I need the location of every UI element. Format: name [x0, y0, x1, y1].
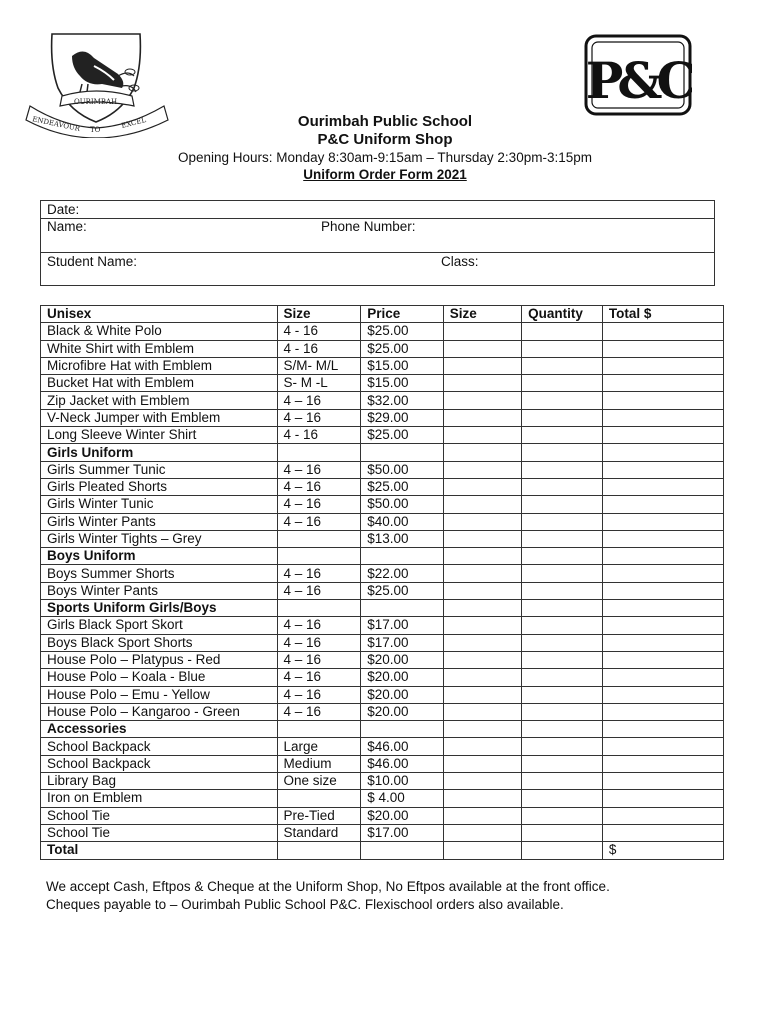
selected-size-cell[interactable]	[443, 548, 521, 565]
selected-size-cell[interactable]	[443, 444, 521, 461]
item-price: $17.00	[361, 634, 444, 651]
table-row	[41, 340, 724, 357]
line-total-cell[interactable]	[602, 738, 723, 755]
quantity-cell[interactable]	[522, 478, 603, 495]
quantity-cell[interactable]	[522, 461, 603, 478]
table-section-row	[41, 600, 724, 617]
selected-size-cell[interactable]	[443, 651, 521, 668]
item-size-range: 4 – 16	[277, 669, 361, 686]
selected-size-cell[interactable]	[443, 824, 521, 841]
table-row	[41, 323, 724, 340]
line-total-cell[interactable]	[602, 513, 723, 530]
line-total-cell[interactable]	[602, 357, 723, 374]
crest-banner-mid: TO	[90, 126, 101, 134]
header-unisex: Unisex	[41, 306, 278, 323]
item-price: $32.00	[361, 392, 444, 409]
class-label: Class:	[441, 254, 479, 269]
header-size-selected: Size	[443, 306, 521, 323]
quantity-cell[interactable]	[522, 323, 603, 340]
item-size-range: 4 – 16	[277, 565, 361, 582]
total-empty-cell	[443, 842, 521, 859]
item-name: School Backpack	[41, 738, 278, 755]
item-price: $20.00	[361, 807, 444, 824]
item-price: $50.00	[361, 496, 444, 513]
line-total-cell[interactable]	[602, 634, 723, 651]
grand-total-cell[interactable]: $	[602, 842, 723, 859]
table-row	[41, 617, 724, 634]
item-name: White Shirt with Emblem	[41, 340, 278, 357]
selected-size-cell[interactable]	[443, 340, 521, 357]
item-size-range	[277, 600, 361, 617]
quantity-cell[interactable]	[522, 340, 603, 357]
line-total-cell[interactable]	[602, 600, 723, 617]
item-size-range: Pre-Tied	[277, 807, 361, 824]
item-size-range: Standard	[277, 824, 361, 841]
item-price: $20.00	[361, 669, 444, 686]
header-price: Price	[361, 306, 444, 323]
total-row	[41, 842, 724, 859]
line-total-cell[interactable]	[602, 444, 723, 461]
item-price: $15.00	[361, 375, 444, 392]
line-total-cell[interactable]	[602, 409, 723, 426]
item-name: Girls Winter Tights – Grey	[41, 530, 278, 547]
item-size-range: 4 – 16	[277, 409, 361, 426]
quantity-cell[interactable]	[522, 755, 603, 772]
student-info-box	[40, 200, 715, 286]
quantity-cell[interactable]	[522, 617, 603, 634]
table-row	[41, 427, 724, 444]
item-price: $50.00	[361, 461, 444, 478]
item-size-range: 4 – 16	[277, 582, 361, 599]
item-name: Boys Winter Pants	[41, 582, 278, 599]
item-price: $20.00	[361, 651, 444, 668]
student-name-label: Student Name:	[47, 254, 138, 269]
table-section-row	[41, 721, 724, 738]
selected-size-cell[interactable]	[443, 634, 521, 651]
item-price: $13.00	[361, 530, 444, 547]
line-total-cell[interactable]	[602, 478, 723, 495]
quantity-cell[interactable]	[522, 582, 603, 599]
item-name: House Polo – Platypus - Red	[41, 651, 278, 668]
quantity-cell[interactable]	[522, 703, 603, 720]
item-price: $20.00	[361, 703, 444, 720]
table-section-row	[41, 444, 724, 461]
line-total-cell[interactable]	[602, 790, 723, 807]
line-total-cell[interactable]	[602, 496, 723, 513]
order-table-body	[41, 323, 724, 859]
table-row	[41, 634, 724, 651]
line-total-cell[interactable]	[602, 669, 723, 686]
selected-size-cell[interactable]	[443, 409, 521, 426]
table-row	[41, 357, 724, 374]
table-row	[41, 686, 724, 703]
selected-size-cell[interactable]	[443, 323, 521, 340]
line-total-cell[interactable]	[602, 773, 723, 790]
table-header-row	[41, 306, 724, 323]
item-size-range	[277, 790, 361, 807]
line-total-cell[interactable]	[602, 565, 723, 582]
table-row	[41, 773, 724, 790]
item-size-range: 4 – 16	[277, 496, 361, 513]
date-label: Date:	[47, 202, 80, 217]
selected-size-cell[interactable]	[443, 357, 521, 374]
item-name: Long Sleeve Winter Shirt	[41, 427, 278, 444]
quantity-cell[interactable]	[522, 409, 603, 426]
selected-size-cell[interactable]	[443, 755, 521, 772]
table-row	[41, 496, 724, 513]
item-price: $10.00	[361, 773, 444, 790]
item-size-range	[277, 530, 361, 547]
item-size-range: S/M- M/L	[277, 357, 361, 374]
quantity-cell[interactable]	[522, 634, 603, 651]
table-row	[41, 824, 724, 841]
item-size-range: 4 - 16	[277, 340, 361, 357]
table-row	[41, 807, 724, 824]
item-name: Iron on Emblem	[41, 790, 278, 807]
item-price: $17.00	[361, 617, 444, 634]
item-name: Girls Black Sport Skort	[41, 617, 278, 634]
line-total-cell[interactable]	[602, 375, 723, 392]
quantity-cell[interactable]	[522, 548, 603, 565]
table-row	[41, 738, 724, 755]
quantity-cell[interactable]	[522, 738, 603, 755]
item-price: $46.00	[361, 755, 444, 772]
item-name: Girls Winter Pants	[41, 513, 278, 530]
table-section-row	[41, 548, 724, 565]
line-total-cell[interactable]	[602, 807, 723, 824]
item-price	[361, 600, 444, 617]
item-price: $25.00	[361, 427, 444, 444]
crest-banner-right: EXCEL	[120, 116, 147, 130]
selected-size-cell[interactable]	[443, 686, 521, 703]
item-price: $25.00	[361, 478, 444, 495]
item-name: House Polo – Kangaroo - Green	[41, 703, 278, 720]
header-quantity: Quantity	[522, 306, 603, 323]
item-name: Bucket Hat with Emblem	[41, 375, 278, 392]
quantity-cell[interactable]	[522, 357, 603, 374]
selected-size-cell[interactable]	[443, 478, 521, 495]
item-name: Accessories	[41, 721, 278, 738]
table-row	[41, 565, 724, 582]
payment-footer	[46, 878, 736, 914]
item-price	[361, 444, 444, 461]
info-divider	[41, 252, 714, 253]
item-size-range: Large	[277, 738, 361, 755]
item-name: School Tie	[41, 807, 278, 824]
table-row	[41, 513, 724, 530]
item-price: $29.00	[361, 409, 444, 426]
item-name: Girls Uniform	[41, 444, 278, 461]
selected-size-cell[interactable]	[443, 427, 521, 444]
item-size-range: One size	[277, 773, 361, 790]
item-name: Black & White Polo	[41, 323, 278, 340]
item-size-range: 4 - 16	[277, 323, 361, 340]
phone-label: Phone Number:	[321, 219, 416, 234]
table-row	[41, 651, 724, 668]
table-row	[41, 703, 724, 720]
item-size-range	[277, 548, 361, 565]
quantity-cell[interactable]	[522, 600, 603, 617]
line-total-cell[interactable]	[602, 824, 723, 841]
line-total-cell[interactable]	[602, 721, 723, 738]
quantity-cell[interactable]	[522, 773, 603, 790]
item-size-range: S- M -L	[277, 375, 361, 392]
quantity-cell[interactable]	[522, 721, 603, 738]
school-name: Ourimbah Public School	[297, 113, 473, 130]
item-price: $40.00	[361, 513, 444, 530]
item-price	[361, 548, 444, 565]
quantity-cell[interactable]	[522, 392, 603, 409]
item-name: School Backpack	[41, 755, 278, 772]
line-total-cell[interactable]	[602, 651, 723, 668]
item-name: Girls Summer Tunic	[41, 461, 278, 478]
total-label: Total	[41, 842, 278, 859]
line-total-cell[interactable]	[602, 582, 723, 599]
quantity-cell[interactable]	[522, 651, 603, 668]
quantity-cell[interactable]	[522, 530, 603, 547]
item-size-range: 4 – 16	[277, 634, 361, 651]
table-row	[41, 755, 724, 772]
payment-note-line1: We accept Cash, Eftpos & Cheque at the Uniform Shop, No Eftpos available at the front office.	[46, 879, 610, 894]
selected-size-cell[interactable]	[443, 773, 521, 790]
item-name: Boys Summer Shorts	[41, 565, 278, 582]
line-total-cell[interactable]	[602, 530, 723, 547]
item-size-range: Medium	[277, 755, 361, 772]
item-price: $46.00	[361, 738, 444, 755]
selected-size-cell[interactable]	[443, 565, 521, 582]
selected-size-cell[interactable]	[443, 496, 521, 513]
selected-size-cell[interactable]	[443, 375, 521, 392]
total-empty-cell	[361, 842, 444, 859]
item-price: $17.00	[361, 824, 444, 841]
quantity-cell[interactable]	[522, 807, 603, 824]
item-name: Girls Pleated Shorts	[41, 478, 278, 495]
item-name: Microfibre Hat with Emblem	[41, 357, 278, 374]
line-total-cell[interactable]	[602, 755, 723, 772]
payment-note-line2: Cheques payable to – Ourimbah Public School P&C. Flexischool orders also available.	[46, 897, 564, 912]
table-row	[41, 582, 724, 599]
selected-size-cell[interactable]	[443, 461, 521, 478]
item-name: Boys Uniform	[41, 548, 278, 565]
table-row	[41, 461, 724, 478]
item-size-range: 4 – 16	[277, 392, 361, 409]
item-name: Girls Winter Tunic	[41, 496, 278, 513]
shop-name: P&C Uniform Shop	[317, 131, 453, 148]
item-price: $20.00	[361, 686, 444, 703]
item-size-range: 4 – 16	[277, 478, 361, 495]
header-total: Total $	[602, 306, 723, 323]
line-total-cell[interactable]	[602, 340, 723, 357]
order-table	[40, 305, 724, 860]
quantity-cell[interactable]	[522, 565, 603, 582]
item-name: School Tie	[41, 824, 278, 841]
form-header	[0, 112, 770, 183]
selected-size-cell[interactable]	[443, 738, 521, 755]
selected-size-cell[interactable]	[443, 721, 521, 738]
item-size-range	[277, 444, 361, 461]
item-price	[361, 721, 444, 738]
form-title: Uniform Order Form 2021	[303, 167, 467, 182]
line-total-cell[interactable]	[602, 548, 723, 565]
quantity-cell[interactable]	[522, 375, 603, 392]
quantity-cell[interactable]	[522, 669, 603, 686]
item-name: Library Bag	[41, 773, 278, 790]
item-price: $25.00	[361, 323, 444, 340]
line-total-cell[interactable]	[602, 392, 723, 409]
item-price: $25.00	[361, 582, 444, 599]
item-price: $22.00	[361, 565, 444, 582]
quantity-cell[interactable]	[522, 790, 603, 807]
selected-size-cell[interactable]	[443, 617, 521, 634]
header-size: Size	[277, 306, 361, 323]
table-row	[41, 478, 724, 495]
selected-size-cell[interactable]	[443, 790, 521, 807]
table-row	[41, 530, 724, 547]
total-empty-cell	[277, 842, 361, 859]
item-price: $ 4.00	[361, 790, 444, 807]
name-label: Name:	[47, 219, 87, 234]
table-row	[41, 409, 724, 426]
table-row	[41, 669, 724, 686]
item-size-range: 4 - 16	[277, 427, 361, 444]
item-price: $15.00	[361, 357, 444, 374]
item-name: Sports Uniform Girls/Boys	[41, 600, 278, 617]
pandc-logo-text: P&C	[585, 51, 691, 110]
item-name: House Polo – Koala - Blue	[41, 669, 278, 686]
table-row	[41, 375, 724, 392]
quantity-cell[interactable]	[522, 513, 603, 530]
selected-size-cell[interactable]	[443, 530, 521, 547]
item-size-range: 4 – 16	[277, 617, 361, 634]
quantity-cell[interactable]	[522, 824, 603, 841]
item-size-range: 4 – 16	[277, 513, 361, 530]
item-name: Boys Black Sport Shorts	[41, 634, 278, 651]
item-size-range: 4 – 16	[277, 651, 361, 668]
pandc-logo	[584, 34, 692, 116]
item-size-range: 4 – 16	[277, 703, 361, 720]
quantity-cell[interactable]	[522, 686, 603, 703]
selected-size-cell[interactable]	[443, 392, 521, 409]
table-row	[41, 790, 724, 807]
crest-banner-top: OURIMBAH	[74, 98, 118, 106]
quantity-cell[interactable]	[522, 496, 603, 513]
line-total-cell[interactable]	[602, 461, 723, 478]
selected-size-cell[interactable]	[443, 513, 521, 530]
crest-banner-left: ENDEAVOUR	[31, 115, 81, 134]
selected-size-cell[interactable]	[443, 582, 521, 599]
quantity-cell[interactable]	[522, 427, 603, 444]
opening-hours: Opening Hours: Monday 8:30am-9:15am – Thursday 2:30pm-3:15pm	[178, 150, 592, 165]
item-name: Zip Jacket with Emblem	[41, 392, 278, 409]
selected-size-cell[interactable]	[443, 807, 521, 824]
line-total-cell[interactable]	[602, 617, 723, 634]
line-total-cell[interactable]	[602, 703, 723, 720]
selected-size-cell[interactable]	[443, 600, 521, 617]
quantity-cell[interactable]	[522, 444, 603, 461]
line-total-cell[interactable]	[602, 427, 723, 444]
line-total-cell[interactable]	[602, 686, 723, 703]
item-size-range: 4 – 16	[277, 686, 361, 703]
item-name: V-Neck Jumper with Emblem	[41, 409, 278, 426]
line-total-cell[interactable]	[602, 323, 723, 340]
item-price: $25.00	[361, 340, 444, 357]
selected-size-cell[interactable]	[443, 703, 521, 720]
item-name: House Polo – Emu - Yellow	[41, 686, 278, 703]
item-size-range	[277, 721, 361, 738]
table-row	[41, 392, 724, 409]
total-empty-cell	[522, 842, 603, 859]
selected-size-cell[interactable]	[443, 669, 521, 686]
item-size-range: 4 – 16	[277, 461, 361, 478]
